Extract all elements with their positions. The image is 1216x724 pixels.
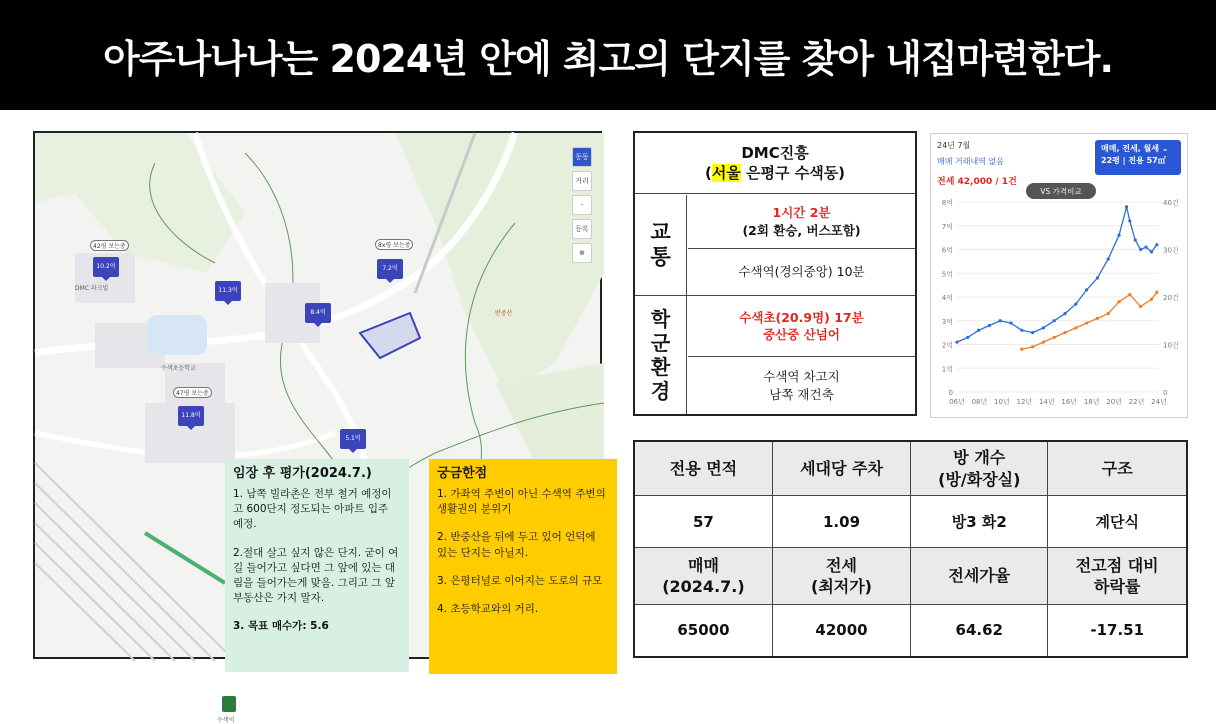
price-point — [999, 319, 1002, 322]
price-point — [988, 324, 991, 327]
price-point — [1053, 319, 1056, 322]
price-point — [1063, 331, 1066, 334]
pin-tag: 42평 보는중 — [90, 240, 129, 251]
x-tick-label: 18년 — [1083, 398, 1100, 406]
pin-price: 10.2억 — [96, 262, 116, 270]
school-label: 학 군 환 경 — [635, 296, 687, 414]
stat-header: 전용 면적 — [634, 441, 772, 496]
map-price-pin[interactable] — [215, 281, 241, 301]
price-point — [1020, 329, 1023, 332]
x-tick-label: 14년 — [1038, 398, 1055, 406]
stat-value: 계단식 — [1048, 496, 1187, 548]
price-point — [1020, 348, 1023, 351]
price-point — [1096, 276, 1099, 279]
questions-note-item: 1. 가좌역 주변이 아닌 수색역 주변의 생활권의 분위기 — [437, 487, 606, 516]
map-control-locate[interactable]: ⊕ — [572, 243, 592, 263]
stat-header: 전고점 대비 하락률 — [1048, 548, 1187, 605]
transport-label: 교 통 — [635, 195, 687, 295]
questions-note-title: 궁금한점 — [437, 466, 488, 481]
stat-header: 세대당 주차 — [772, 441, 910, 496]
stat-value: 1.09 — [772, 496, 910, 548]
pin-price: 5.1억 — [345, 434, 361, 442]
stat-header: 전세가율 — [911, 548, 1048, 605]
price-point — [1063, 312, 1066, 315]
map-label-station: 수색역 — [217, 717, 235, 724]
pin-price: 7.2억 — [382, 264, 398, 272]
price-point — [1096, 317, 1099, 320]
map-price-pin[interactable] — [93, 257, 119, 277]
y-tick-label: 2억 — [941, 341, 953, 350]
y-tick-label: 5억 — [941, 270, 953, 279]
map-control-minus[interactable]: - — [572, 195, 592, 215]
price-point — [1117, 234, 1120, 237]
stat-value: 42000 — [772, 605, 910, 658]
environment-info: 수색역 차고지 남쪽 재건축 — [763, 369, 840, 402]
stat-header: 구조 — [1048, 441, 1187, 496]
price-point — [977, 329, 980, 332]
x-tick-label: 12년 — [1016, 398, 1033, 406]
x-tick-label: 06년 — [949, 398, 965, 406]
price-point — [966, 336, 969, 339]
price-point — [1042, 326, 1045, 329]
size-label: 22평 | 전용 57㎡ — [1101, 156, 1166, 165]
price-point — [1074, 326, 1077, 329]
stat-value: 64.62 — [911, 605, 1048, 658]
price-point — [1128, 219, 1131, 222]
price-point — [1031, 331, 1034, 334]
price-chart-panel — [930, 133, 1188, 418]
price-point — [1009, 322, 1012, 325]
map-control-distance[interactable]: 거리 — [572, 171, 592, 191]
price-point — [1139, 248, 1142, 251]
stat-header: 방 개수 (방/화장실) — [911, 441, 1048, 496]
price-point — [1125, 205, 1128, 208]
y2-tick-label: 0 — [1163, 389, 1168, 397]
y-tick-label: 4억 — [941, 294, 953, 302]
map-price-pin[interactable] — [340, 429, 366, 449]
stat-value: 65000 — [634, 605, 772, 658]
y-tick-label: 0 — [948, 389, 953, 397]
price-point — [1128, 293, 1131, 296]
questions-note — [429, 459, 617, 674]
target-price: 3. 목표 매수가: 5.6 — [233, 620, 329, 633]
stat-header: 전세 (최저가) — [772, 548, 910, 605]
price-point — [1139, 305, 1142, 308]
y-tick-label: 7억 — [941, 222, 953, 231]
questions-note-item: 2. 반중산을 뒤에 두고 있어 언덕에 있는 단지는 아닐지. — [437, 531, 596, 559]
price-point — [1117, 300, 1120, 303]
questions-note-item: 3. 은평터널로 이어지는 도로의 규모 — [437, 574, 603, 587]
complex-name: DMC진흥 — [741, 143, 809, 162]
stat-value: -17.51 — [1048, 605, 1187, 658]
x-tick-label: 22년 — [1128, 398, 1145, 406]
complex-title — [635, 133, 915, 194]
price-point — [1085, 288, 1088, 291]
price-point — [955, 341, 958, 344]
x-tick-label: 16년 — [1061, 398, 1078, 406]
pin-price: 11.3억 — [218, 286, 238, 294]
pin-price: 11.8억 — [181, 411, 201, 419]
y2-tick-label: 40건 — [1163, 199, 1179, 207]
y2-tick-label: 10건 — [1163, 341, 1179, 350]
price-point — [1144, 246, 1147, 249]
stat-value: 방3 화2 — [911, 496, 1048, 548]
evaluation-note — [225, 459, 409, 672]
price-point — [1053, 336, 1056, 339]
deal-type-label: 매매, 전세, 월세 ⌄ — [1101, 144, 1169, 153]
price-point — [1074, 303, 1077, 306]
x-tick-label: 24년 — [1151, 398, 1167, 406]
y-tick-label: 6억 — [941, 246, 953, 255]
pin-tag: 47평 보는중 — [173, 387, 212, 398]
map-control-dong[interactable]: 동동 — [572, 147, 592, 167]
transport-commute: 1시간 2분 (2회 환승, 버스포함) — [742, 205, 861, 238]
price-point — [1134, 238, 1137, 241]
complex-info-table — [633, 131, 917, 416]
questions-note-item: 4. 초등학교와의 거리. — [437, 602, 539, 615]
school-info: 수색초(20.9명) 17분 중산중 산넘어 — [739, 309, 864, 342]
price-point — [1042, 341, 1045, 344]
map-label-school: 수색초등학교 — [161, 365, 196, 372]
pin-tag: 8x평 보는중 — [375, 239, 413, 250]
page-title: 아주나나나는 2024년 안에 최고의 단지를 찾아 내집마련한다. — [0, 0, 1216, 110]
price-point — [1150, 250, 1153, 253]
price-point — [1107, 257, 1110, 260]
price-point — [1155, 243, 1158, 246]
map-label-dmc: DMC 파크빌 — [75, 285, 109, 292]
evaluation-note-item: 2.절대 살고 싶지 않은 단지. 굳이 여길 들어가고 싶다면 그 앞에 있는 대림을 들어가는게 맞음. 그리고 그 앞 부동산은 가지 말자. — [233, 546, 399, 605]
pin-price: 8.4억 — [310, 308, 326, 316]
stat-value: 57 — [634, 496, 772, 548]
map-price-pin[interactable] — [305, 303, 331, 323]
compare-price-button[interactable]: VS 가격비교 — [1026, 183, 1096, 199]
map-label-park: 반중산 — [495, 310, 513, 317]
transport-station: 수색역(경의중앙) 10분 — [738, 264, 865, 280]
y-tick-label: 3억 — [941, 317, 953, 326]
y2-tick-label: 30건 — [1163, 246, 1179, 255]
evaluation-note-title: 임장 후 평가(2024.7.) — [233, 466, 372, 481]
x-tick-label: 10년 — [994, 398, 1010, 406]
chart-trade-status: 매매 거래내역 없음 — [937, 157, 1004, 166]
chart-period: 24년 7월 — [937, 141, 971, 150]
y-tick-label: 1억 — [941, 365, 953, 374]
price-point — [1085, 322, 1088, 325]
subway-station-icon[interactable] — [222, 696, 236, 712]
map-price-pin[interactable] — [178, 406, 204, 426]
map-control-register[interactable]: 등록 — [572, 219, 592, 239]
apartment-stats-table — [633, 440, 1188, 658]
price-point — [1150, 298, 1153, 301]
chart-jeonse-price: 전세 42,000 / 1건 — [937, 177, 1017, 187]
y2-tick-label: 20건 — [1163, 294, 1179, 302]
evaluation-note-item: 1. 남쪽 빌라촌은 전부 철거 예정이고 600단지 정도되는 아파트 입주 예정. — [233, 487, 392, 531]
price-point — [1155, 291, 1158, 294]
y-tick-label: 8억 — [941, 199, 953, 207]
stat-header: 매매 (2024.7.) — [634, 548, 772, 605]
complex-region: (서울 은평구 수색동) — [704, 164, 846, 182]
price-point — [1107, 312, 1110, 315]
x-tick-label: 20년 — [1106, 398, 1122, 406]
x-tick-label: 08년 — [971, 398, 988, 406]
price-series-line — [957, 207, 1157, 342]
price-point — [1031, 345, 1034, 348]
price-chart — [931, 134, 1187, 417]
map-price-pin[interactable] — [377, 259, 403, 279]
